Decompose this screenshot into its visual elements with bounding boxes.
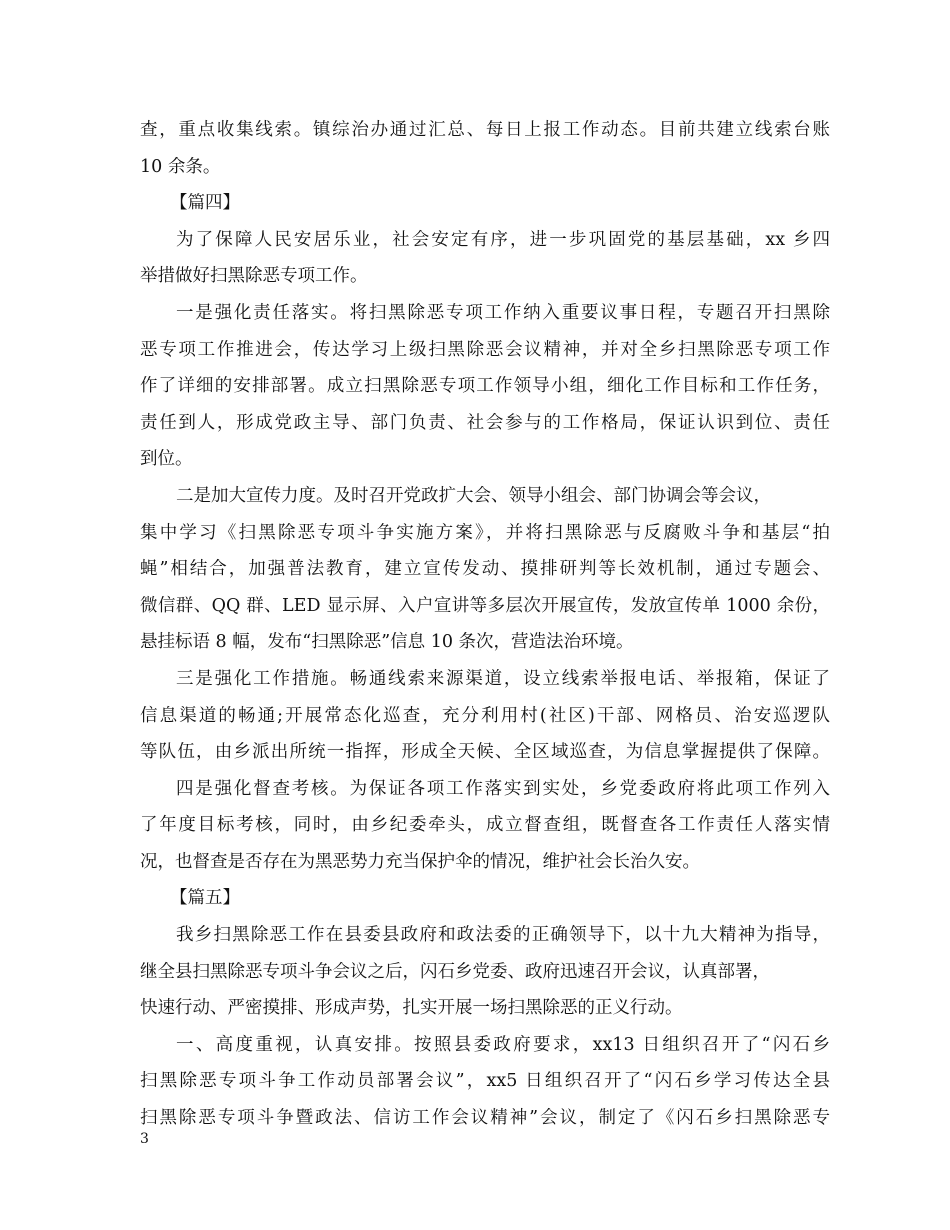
text-line: 继全县扫黑除恶专项斗争会议之后，闪石乡党委、政府迅速召开会议，认真部署， [140,961,770,982]
paragraph-first-line: 四是强化督查考核。为保证各项工作落实到实处，乡党委政府将此项工作列入 [176,778,830,799]
page-number: 3 [140,1131,149,1147]
text-line: 10 余条。 [140,156,221,177]
paragraph-first-line: 二是加大宣传力度。及时召开党政扩大会、领导小组会、部门协调会等会议， [176,485,771,506]
paragraph-first-line: 为了保障人民安居乐业，社会安定有序，进一步巩固党的基层基础，xx 乡四 [176,229,830,250]
paragraph-first-line: 三是强化工作措施。畅通线索来源渠道，设立线索举报电话、举报箱，保证了 [176,668,830,689]
text-line: 查，重点收集线索。镇综治办通过汇总、每日上报工作动态。目前共建立线索台账 [140,120,830,140]
document-body [140,112,830,1137]
text-line: 况，也督查是否存在为黑恶势力充当保护伞的情况，维护社会长治久安。 [140,851,700,872]
paragraph-first-line: 我乡扫黑除恶工作在县委县政府和政法委的正确领导下，以十九大精神为指导， [176,925,830,946]
paragraph-first-line: 一是强化责任落实。将扫黑除恶专项工作纳入重要议事日程，专题召开扫黑除 [176,302,830,323]
text-line: 到位。 [140,449,193,470]
text-line: 悬挂标语 8 幅，发布“扫黑除恶”信息 10 条次，营造法治环境。 [140,632,634,653]
text-line: 信息渠道的畅通;开展常态化巡查，充分利用村(社区)干部、网格员、治安巡逻队 [140,705,830,726]
text-line: 作了详细的安排部署。成立扫黑除恶专项工作领导小组，细化工作目标和工作任务， [140,376,830,397]
text-line: 扫黑除恶专项斗争暨政法、信访工作会议精神”会议，制定了《闪石乡扫黑除恶专 [140,1108,830,1129]
text-line: 了年度目标考核，同时，由乡纪委牵头，成立督查组，既督查各工作责任人落实情 [140,815,830,836]
text-line: 责任到人，形成党政主导、部门负责、社会参与的工作格局，保证认识到位、责任 [140,412,830,433]
text-line: 集中学习《扫黑除恶专项斗争实施方案》，并将扫黑除恶与反腐败斗争和基层“拍 [140,522,830,543]
text-line: 微信群、QQ 群、LED 显示屏、入户宣讲等多层次开展宣传，发放宣传单 1000 余份， [140,595,830,616]
text-line: 举措做好扫黑除恶专项工作。 [140,266,368,287]
paragraph-first-line: 一、高度重视，认真安排。按照县委政府要求，xx13 日组织召开了“闪石乡 [176,1034,830,1055]
section-heading: 【篇四】 [170,193,240,214]
text-line: 蝇”相结合，加强普法教育，建立宣传发动、摸排研判等长效机制，通过专题会、 [140,559,830,580]
section-heading: 【篇五】 [170,888,240,909]
text-line: 等队伍，由乡派出所统一指挥，形成全天候、全区域巡查，为信息掌握提供了保障。 [140,742,830,763]
text-line: 快速行动、严密摸排、形成声势，扎实开展一场扫黑除恶的正义行动。 [140,998,683,1019]
text-line: 恶专项工作推进会，传达学习上级扫黑除恶会议精神，并对全乡扫黑除恶专项工作 [140,339,830,360]
text-line: 扫黑除恶专项斗争工作动员部署会议”，xx5 日组织召开了“闪石乡学习传达全县 [140,1071,830,1092]
